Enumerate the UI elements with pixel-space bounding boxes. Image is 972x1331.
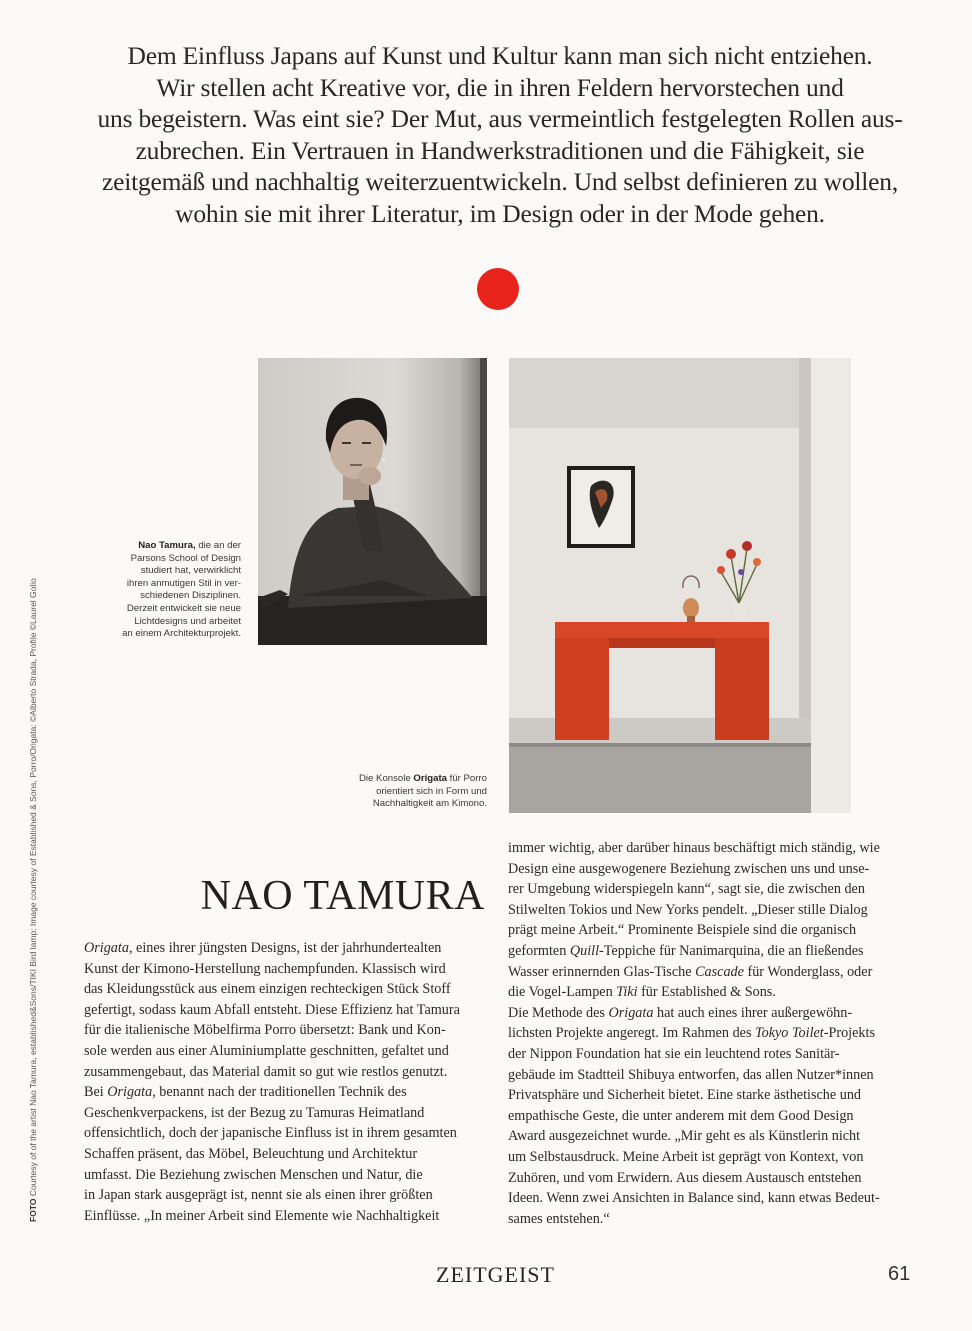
caption-line: Nachhaltigkeit am Kimono.	[372, 798, 487, 810]
body-text: für Established & Sons.	[637, 984, 776, 1001]
body-column-right	[508, 838, 910, 1229]
body-line: immer wichtig, aber darüber hinaus beschäftigt mich ständig, wie	[508, 840, 880, 856]
body-text: Bei	[84, 1084, 108, 1101]
body-line: empathische Geste, die unter anderem mit dem Good Design	[508, 1107, 854, 1124]
body-text: für Wonderglass, oder	[743, 963, 873, 980]
body-text: , benannt nach der traditionellen Technik des	[152, 1084, 407, 1101]
body-line: der Nippon Foundation hat sie ein leuchtend rotes Sanitär-	[508, 1045, 840, 1062]
body-line: Schaffen präsent, das Möbel, Beleuchtung und Architektur	[84, 1145, 418, 1162]
caption-line: studiert hat, verwirklicht	[140, 565, 241, 577]
body-line: Stilwelten Tokios und New Yorks pendelt. „Dieser stille Dialog	[508, 901, 868, 918]
body-line: Zuhören, und vom Erwidern. Aus diesem Austausch entstehen	[508, 1169, 862, 1186]
body-text: lichsten Projekte angeregt. Im Rahmen des	[508, 1025, 756, 1042]
portrait-photo	[258, 358, 487, 645]
body-emphasis: Origata	[107, 1084, 153, 1101]
body-text: -Projekts	[823, 1025, 875, 1042]
body-line	[84, 1082, 487, 1103]
caption-line: schiedenen Disziplinen.	[140, 590, 241, 602]
photo-credit-text: Courtesy of of the artist Nao Tamura, established&Sons/TIKI Bird lamp: Image courtesy of Established & Sons, Porro/Origata: ©Alberto Strada, Profile ©Laurel Golio	[28, 578, 38, 1197]
body-line: Einflüsse. „In meiner Arbeit sind Elemente wie Nachhaltigkeit	[84, 1207, 440, 1224]
body-line: Award ausgezeichnet wurde. „Mir geht es als Künstlerin nicht	[508, 1128, 861, 1145]
photo-credit	[28, 402, 38, 1222]
magazine-section-name: ZEITGEIST	[436, 1262, 555, 1287]
page-number: 61	[888, 1263, 911, 1285]
intro-paragraph	[90, 40, 910, 229]
console-photo	[509, 358, 851, 813]
article-headline: NAO TAMURA	[200, 873, 485, 919]
body-column-left	[84, 938, 487, 1226]
body-line: umfasst. Die Beziehung zwischen Menschen und Natur, die	[84, 1166, 423, 1183]
body-text: Die Methode des	[508, 1004, 609, 1021]
body-line: prägt meine Arbeit.“ Prominente Beispiele sind die organisch	[508, 922, 857, 939]
portrait-caption	[100, 540, 241, 641]
red-dot-ornament	[477, 268, 519, 310]
caption-line: Derzeit entwickelt sie neue	[126, 602, 241, 614]
body-emphasis: Cascade	[695, 963, 744, 980]
intro-line: Wir stellen acht Kreative vor, die in ihren Feldern hervorstechen und	[156, 72, 844, 102]
body-line: Kunst der Kimono-Herstellung nachempfunden. Klassisch wird	[84, 960, 446, 977]
body-emphasis: Tiki	[616, 984, 638, 1001]
body-line: Privatsphäre und Sicherheit bietet. Eine starke ästhetische und	[508, 1087, 862, 1104]
caption-line	[300, 773, 487, 786]
caption-line: an einem Architekturprojekt.	[122, 628, 241, 640]
body-text: -Teppiche für Nanimarquina, die an fließendes	[599, 942, 864, 959]
body-line	[508, 1003, 910, 1024]
body-emphasis: Tokyo Toilet	[755, 1025, 824, 1042]
caption-line: orientiert sich in Form und	[376, 785, 487, 797]
caption-text: für Porro	[447, 773, 487, 784]
portrait-illustration	[258, 358, 487, 645]
body-emphasis: Origata	[608, 1004, 654, 1021]
body-line	[508, 941, 910, 962]
body-line	[508, 982, 910, 1003]
body-line: rer Umgebung widerspiegeln kann“, sagt sie, die zwischen den	[508, 881, 865, 898]
caption-line: Lichtdesigns und arbeitet	[134, 615, 241, 627]
body-line: Design eine ausgewogenere Beziehung zwischen uns und unse-	[508, 860, 870, 877]
body-text: die Vogel-Lampen	[508, 984, 617, 1001]
body-emphasis: Quill	[569, 942, 600, 959]
body-line	[84, 938, 487, 959]
caption-product-name: Origata	[413, 773, 447, 784]
body-line: das Kleidungsstück aus einem einzigen rechteckigen Stück Stoff	[84, 981, 451, 998]
intro-line: zeitgemäß und nachhaltig weiterzuentwickeln. Und selbst definieren zu wollen,	[101, 167, 899, 196]
body-line: gefertigt, sodass kaum Abfall entsteht. Diese Effizienz hat Tamura	[84, 1001, 460, 1018]
intro-line: zubrechen. Ein Vertrauen in Handwerkstraditionen und die Fähigkeit, sie	[135, 135, 865, 165]
body-text: geformten	[508, 942, 570, 959]
console-illustration	[509, 358, 851, 813]
intro-line: wohin sie mit ihrer Literatur, im Design oder in der Mode gehen.	[175, 198, 825, 228]
photo-credit-label: FOTO	[28, 1198, 38, 1222]
body-text: hat auch eines ihrer außergewöhn-	[653, 1004, 853, 1021]
caption-line: Parsons School of Design	[130, 552, 241, 564]
body-line: Ideen. Wenn zwei Ansichten in Balance sind, kann etwas Bedeut-	[508, 1190, 880, 1207]
caption-line: ihren anmutigen Stil in ver-	[126, 577, 241, 589]
body-line: zusammengebaut, das Material damit so gut wie restlos genutzt.	[84, 1063, 448, 1080]
body-line	[508, 962, 910, 983]
body-line: für die italienische Möbelfirma Porro übersetzt: Bank und Kon-	[84, 1022, 446, 1039]
intro-line: Dem Einfluss Japans auf Kunst und Kultur kann man sich nicht entziehen.	[127, 41, 873, 70]
console-caption	[300, 773, 487, 811]
body-line: sames entstehen.“	[508, 1210, 610, 1227]
body-text: , eines ihrer jüngsten Designs, ist der jahrhundertealten	[128, 940, 442, 956]
body-line: Geschenkverpackens, ist der Bezug zu Tamuras Heimatland	[84, 1104, 425, 1121]
body-line: um Selbstausdruck. Meine Arbeit ist geprägt von Kontext, von	[508, 1148, 864, 1165]
intro-line: uns begeistern. Was eint sie? Der Mut, aus vermeintlich festgelegten Rollen aus-	[97, 104, 903, 133]
body-text: Wasser erinnernden Glas-Tische	[508, 963, 696, 980]
body-line: sole werden aus einer Aluminiumplatte geschnitten, gefaltet und	[84, 1042, 449, 1059]
caption-text: die an der	[195, 540, 241, 551]
body-line: gebäude im Stadtteil Shibuya entworfen, das allen Nutzer*innen	[508, 1066, 874, 1083]
body-line: offensichtlich, doch der japanische Einfluss ist in ihrem gesamten	[84, 1125, 457, 1142]
caption-name: Nao Tamura,	[138, 540, 196, 551]
body-line	[508, 1023, 910, 1044]
caption-line	[100, 540, 241, 553]
body-line: in Japan stark ausgeprägt ist, nennt sie als einen ihrer größten	[84, 1187, 433, 1204]
caption-text: Die Konsole	[359, 773, 414, 784]
body-emphasis: Origata	[84, 940, 129, 956]
